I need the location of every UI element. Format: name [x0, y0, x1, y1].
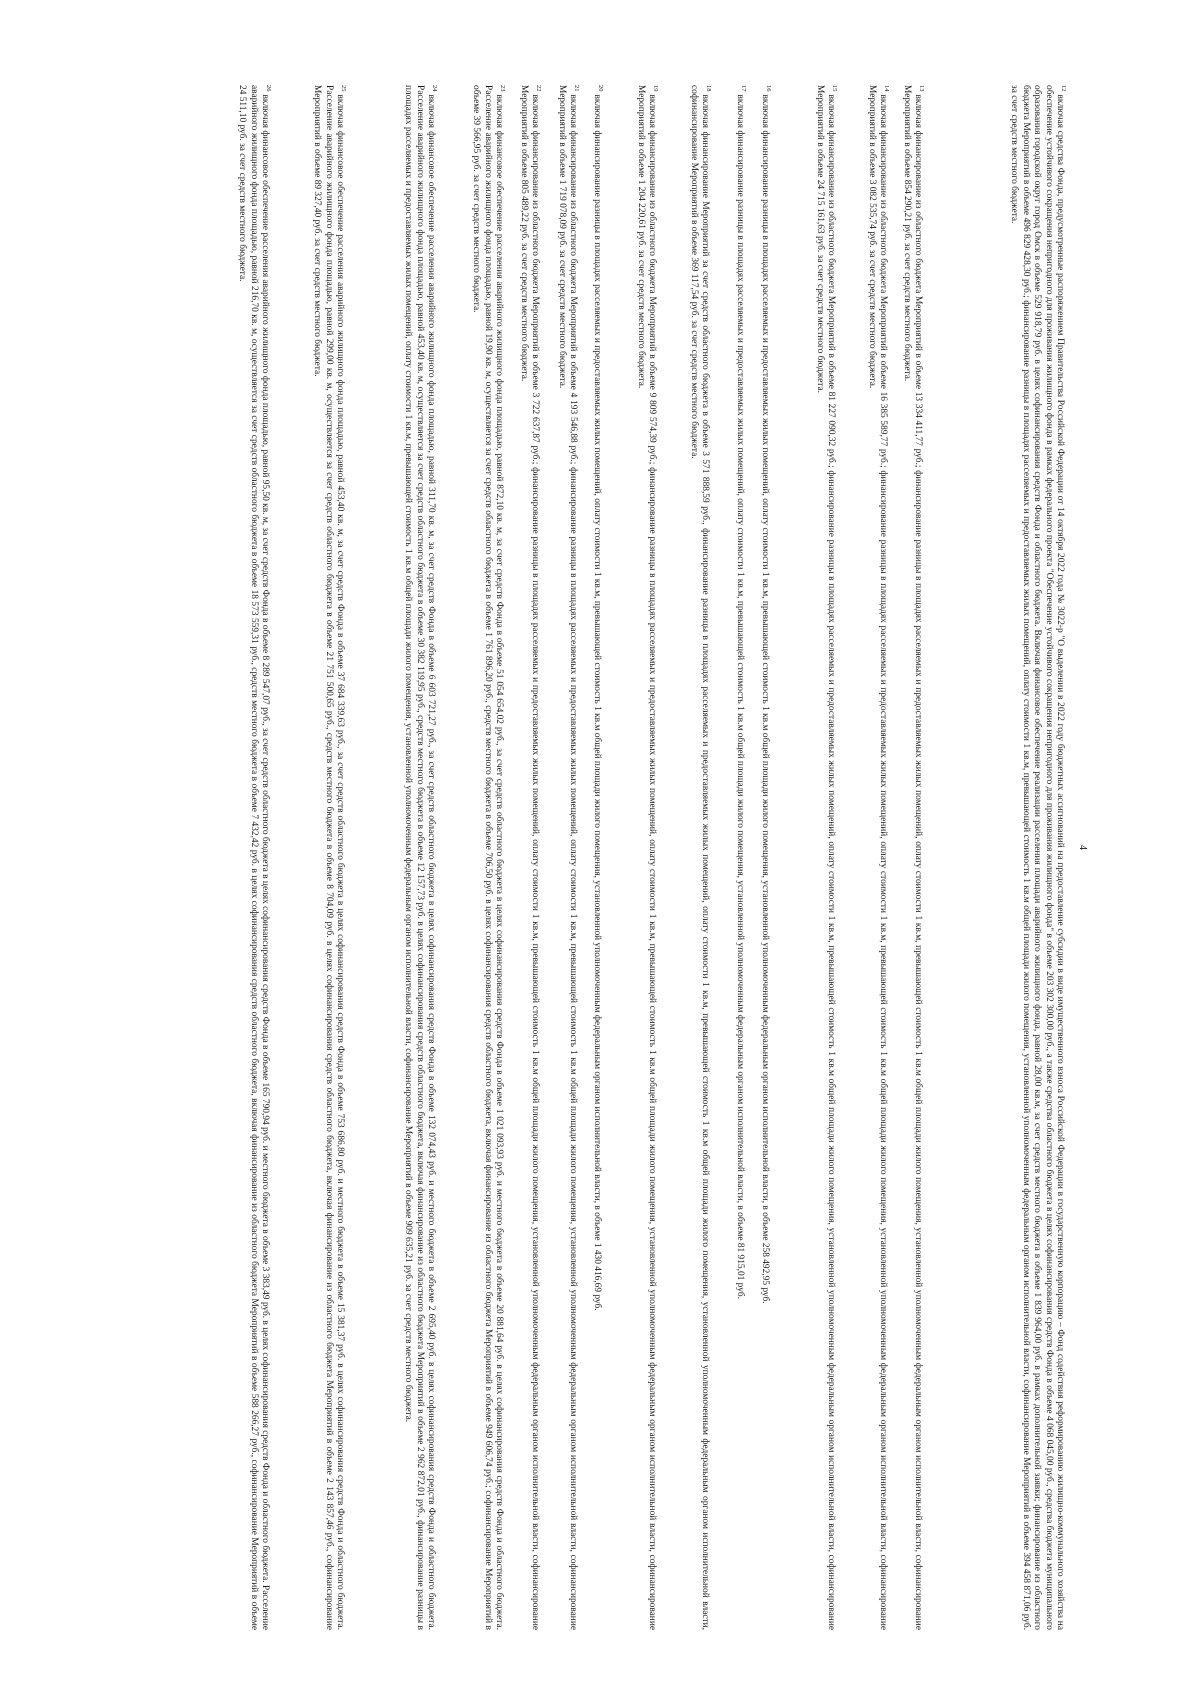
footnote-18: [687, 85, 713, 1630]
footnote-marker: 12: [1060, 85, 1068, 92]
footnote-marker: 17: [740, 85, 748, 92]
footnote-text: включая финансирование разницы в площадях расселяемых и предоставляемых жилых помещений, оплату стоимости 1 кв.м, превышающей стоимость 1 кв.м общей площади жилого помещения, установленной уполномоченным федеральным органом исполнительной власти, в объеме 1 430 416,69 руб.: [592, 94, 602, 1311]
footnote-marker: 26: [265, 85, 273, 92]
footnote-text: включая финансирование из областного бюджета Мероприятий в объеме 16 385 589,77 руб.; финансирование разницы в площадях расселяемых и предоставляемых жилых помещений, оплату стоимости 1 кв.м, превышающей стоимость 1 кв.м общей площади жилого помещения, установленной уполномоченным федеральным органом исполнительной власти, софинансирование Мероприятий в объеме 3 082 535,74 руб. за счет средств местного бюджета.: [866, 85, 888, 1630]
footnote-text: включая финансирование из областного бюджета Мероприятий в объеме 9 809 574,39 руб.; финансирование разницы в площадях расселяемых и предоставляемых жилых помещений, оплату стоимости 1 кв.м, превышающей стоимость 1 кв.м общей площади жилого помещения, установленной уполномоченным федеральным органом исполнительной власти, софинансирование Мероприятий в объеме 1 204 220,61 руб. за счет средств местного бюджета.: [635, 85, 657, 1630]
footnote-text: включая средства Фонда, предусмотренные распоряжением Правительства Российской Федерации от 14 октября 2022 года № 3022-р "О выделении в 2022 году бюджетных ассигнований на предоставление субсидии в виде имущественного взноса Российской Федерации в государственную корпорацию – Фонд содействия реформированию жилищно-коммунального хозяйства на обеспечение устойчивого сокращения непригодного для проживания жилищного фонда в рамках федерального проекта "Обеспечение устойчивого сокращения непригодного для проживания жилищного фонда" в объеме 203 302 300,00 руб., а также средства областного бюджета в целях софинансирования средств Фонда в объеме 4 068 045,00 руб., средства бюджета муниципального образования городской округ город Омск в объеме 529 918,79 руб. в целях софинансирования средств Фонда и областного бюджета. Включая финансовое обеспечение реализации расселения площади аварийного жилищного фонда, равной 28,00 кв.м, за счет средств местного бюджета в объеме 1 839 964,00 руб. в рамках дополнительной заявки; финансирование из областного бюджета Мероприятий в объеме 496 829 428,30 руб.; финансирование разницы в площадях расселяемых и предоставляемых жилых помещений, оплату стоимости 1 кв.м, превышающей стоимость 1 кв.м общей площади жилого помещения, установленной уполномоченным федеральным органом исполнительной власти, софинансирование Мероприятий в объеме 394 458 871,06 руб. за счет средств местного бюджета.: [1009, 85, 1065, 1630]
footnote-text: включая финансирование разницы в площадях расселяемых и предоставляемых жилых помещений, оплату стоимости 1 кв.м, превышающей стоимость 1 кв.м общей площади жилого помещения, установленной уполномоченным федеральным органом исполнительной власти, в объеме 81 915,01 руб.: [735, 94, 745, 1299]
footnote-19: [634, 85, 660, 1630]
footnote-text: включая финансирование разницы в площадях расселяемых и предоставляемых жилых помещений, оплату стоимости 1 кв.м, превышающей стоимость 1 кв.м общей площади жилого помещения, установленной уполномоченным федеральным органом исполнительной власти, в объеме 258 492,95 руб.: [760, 94, 770, 1304]
footnote-text: включая финансовое обеспечение расселения аварийного жилищного фонда площадью, равной 453,40 кв. м, за счет средств Фонда в объеме 37 684 339,63 руб., за счет средств областного бюджета в целях софинансирования средств Фонда в объеме 753 686,80 руб. и местного бюджета в объеме 15 381,37 руб. в целях софинансирования средств Фонда и областного бюджета. Расселение аварийного жилищного фонда площадью, равной 299,00 кв. м, осуществляется за счет средств областного бюджета в объеме 21 751 500,65 руб., средств местного бюджета в объеме 8 704,09 руб. в целях софинансирования средств областного бюджета, включая финансирование из областного бюджета Мероприятий в объеме 2 143 857,46 руб., софинансирование Мероприятий в объеме 89 327,40 руб. за счет средств местного бюджета.: [312, 85, 345, 1630]
footnote-26: [236, 85, 273, 1630]
footnote-marker: 21: [573, 85, 581, 92]
footnote-marker: 24: [431, 85, 439, 92]
footnote-marker: 13: [918, 85, 926, 92]
footnote-marker: 22: [535, 85, 543, 92]
footnote-marker: 20: [597, 85, 605, 92]
footnote-text: включая финансирование Мероприятий за счет средств областного бюджета в объеме 3 571 888,59 руб., финансирование разницы в площадях расселяемых и предоставляемых жилых помещений, оплату стоимости 1 кв.м, превышающей стоимость 1 кв.м общей площади жилого помещения, установленной уполномоченным федеральным органом исполнительной власти, софинансирование Мероприятий в объеме 369 117,54 руб. за счет средств местного бюджета.: [688, 85, 710, 1630]
footnote-13: [900, 85, 926, 1630]
footnote-marker: 14: [883, 85, 891, 92]
footnote-text: включая финансирование из областного бюджета Мероприятий в объеме 81 227 090,32 руб.; финансирование разницы в площадях расселяемых и предоставляемых жилых помещений, оплату стоимости 1 кв.м, превышающей стоимость 1 кв.м общей площади жилого помещения, установленной уполномоченным федеральным органом исполнительной власти, софинансирование Мероприятий в объеме 24 715 161,63 руб. за счет средств местного бюджета.: [814, 85, 836, 1630]
footnote-text: включая финансирование из областного бюджета Мероприятий в объеме 3 722 637,87 руб.; финансирование разницы в площадях расселяемых и предоставляемых жилых помещений, оплату стоимости 1 кв.м, превышающей стоимость 1 кв.м общей площади жилого помещения, установленной уполномоченным федеральным органом исполнительной власти, софинансирование Мероприятий в объеме 805 489,22 руб. за счет средств местного бюджета.: [518, 85, 540, 1630]
footnote-text: включая финансирование из областного бюджета Мероприятий в объеме 4 193 546,88 руб.; финансирование разницы в площадях расселяемых и предоставляемых жилых помещений, оплату стоимости 1 кв.м, превышающей стоимость 1 кв.м общей площади жилого помещения, установленной уполномоченным федеральным органом исполнительной власти, софинансирование Мероприятий в объеме 1 719 078,09 руб. за счет средств местного бюджета.: [556, 85, 578, 1630]
footnote-12: [1008, 85, 1068, 1630]
footnote-22: [517, 85, 543, 1630]
footnote-marker: 18: [705, 85, 713, 92]
footnote-16: [759, 85, 773, 1630]
page-number: 4: [1077, 845, 1088, 850]
footnote-marker: 15: [831, 85, 839, 92]
footnote-21: [555, 85, 581, 1630]
rotated-text-block: [50, 55, 1150, 1645]
footnote-20: [591, 85, 605, 1630]
footnote-text: включая финансовое обеспечение расселения аварийного жилищного фонда площадью, равной 311,70 кв. м, за счет средств Фонда в объеме 6 603 721,27 руб., за счет средств областного бюджета в целях софинансирования средств Фонда в объеме 132 074,43 руб. и местного бюджета в объеме 2 695,40 руб. в целях софинансирования средств Фонда и областного бюджета. Расселение аварийного жилищного фонда площадью, равной 453,40 кв. м, осуществляется за счет средств областного бюджета в объеме 30 382 119,95 руб., средств местного бюджета в объеме 12 157,73 руб. в целях софинансирования средств областного бюджета, включая финансирование из областного бюджета Мероприятий в объеме 2 962 872,01 руб., финансирование разницы в площадях расселяемых и предоставляемых жилых помещений, оплату стоимости 1 кв.м, превышающей стоимость 1 кв.м общей площади жилого помещения, установленной уполномоченным федеральным органом исполнительной власти, софинансирование Мероприятий в объеме 909 635,21 руб. за счет средств местного бюджета.: [403, 85, 436, 1630]
footnote-text: включая финансовое обеспечение расселения аварийного жилищного фонда площадью, равной 95,50 кв. м, за счет средств Фонда в объеме 8 289 547,07 руб., за счет средств областного бюджета в целях софинансирования средств Фонда в объеме 165 790,94 руб. и местного бюджета в объеме 3 383,49 руб. в целях софинансирования средств Фонда и областного бюджета. Расселение аварийного жилищного фонда площадью, равной 216,70 кв. м, осуществляется за счет средств областного бюджета в объеме 18 573 559,31 руб., средств местного бюджета в объеме 7 432,42 руб. в целях софинансирования средств областного бюджета, включая финансирование из областного бюджета Мероприятий в объеме 588 266,27 руб., софинансирование Мероприятий в объеме 24 511,10 руб. за счет средств местного бюджета.: [237, 85, 270, 1630]
footnote-14: [865, 85, 891, 1630]
footnote-marker: 23: [499, 85, 507, 92]
footnote-text: включая финансовое обеспечение расселения аварийного жилищного фонда площадью, равной 872,10 кв. м, за счет средств Фонда в объеме 51 054 654,02 руб., за счет средств областного бюджета в целях софинансирования средств Фонда в объеме 1 021 093,93 руб. и местного бюджета в объеме 20 881,64 руб. в целях софинансирования средств Фонда и областного бюджета. Расселение аварийного жилищного фонда площадью, равной 19,90 кв. м, осуществляется за счет средств областного бюджета в объеме 1 761 896,20 руб., средств местного бюджета в объеме 706,50 руб. в целях софинансирования средств областного бюджета, включая финансирование из областного бюджета Мероприятий в объеме 949 606,74 руб.; софинансирование Мероприятий в объеме 39 566,95 руб. за счет средств местного бюджета.: [471, 85, 504, 1630]
footnote-marker: 25: [340, 85, 348, 92]
footnote-17: [734, 85, 748, 1630]
footnote-text: включая финансирование из областного бюджета Мероприятий в объеме 13 334 411,77 руб.; финансирование разницы в площадях расселяемых и предоставляемых жилых помещений, оплату стоимости 1 кв.м, превышающей стоимость 1 кв.м общей площади жилого помещения, установленной уполномоченным федеральным органом исполнительной власти, софинансирование Мероприятий в объеме 854 290,21 руб. за счет средств местного бюджета.: [901, 85, 923, 1630]
footnote-marker: 16: [765, 85, 773, 92]
footnote-15: [813, 85, 839, 1630]
footnote-24: [402, 85, 439, 1630]
footnote-25: [311, 85, 348, 1630]
footnote-23: [470, 85, 507, 1630]
footnote-marker: 19: [652, 85, 660, 92]
